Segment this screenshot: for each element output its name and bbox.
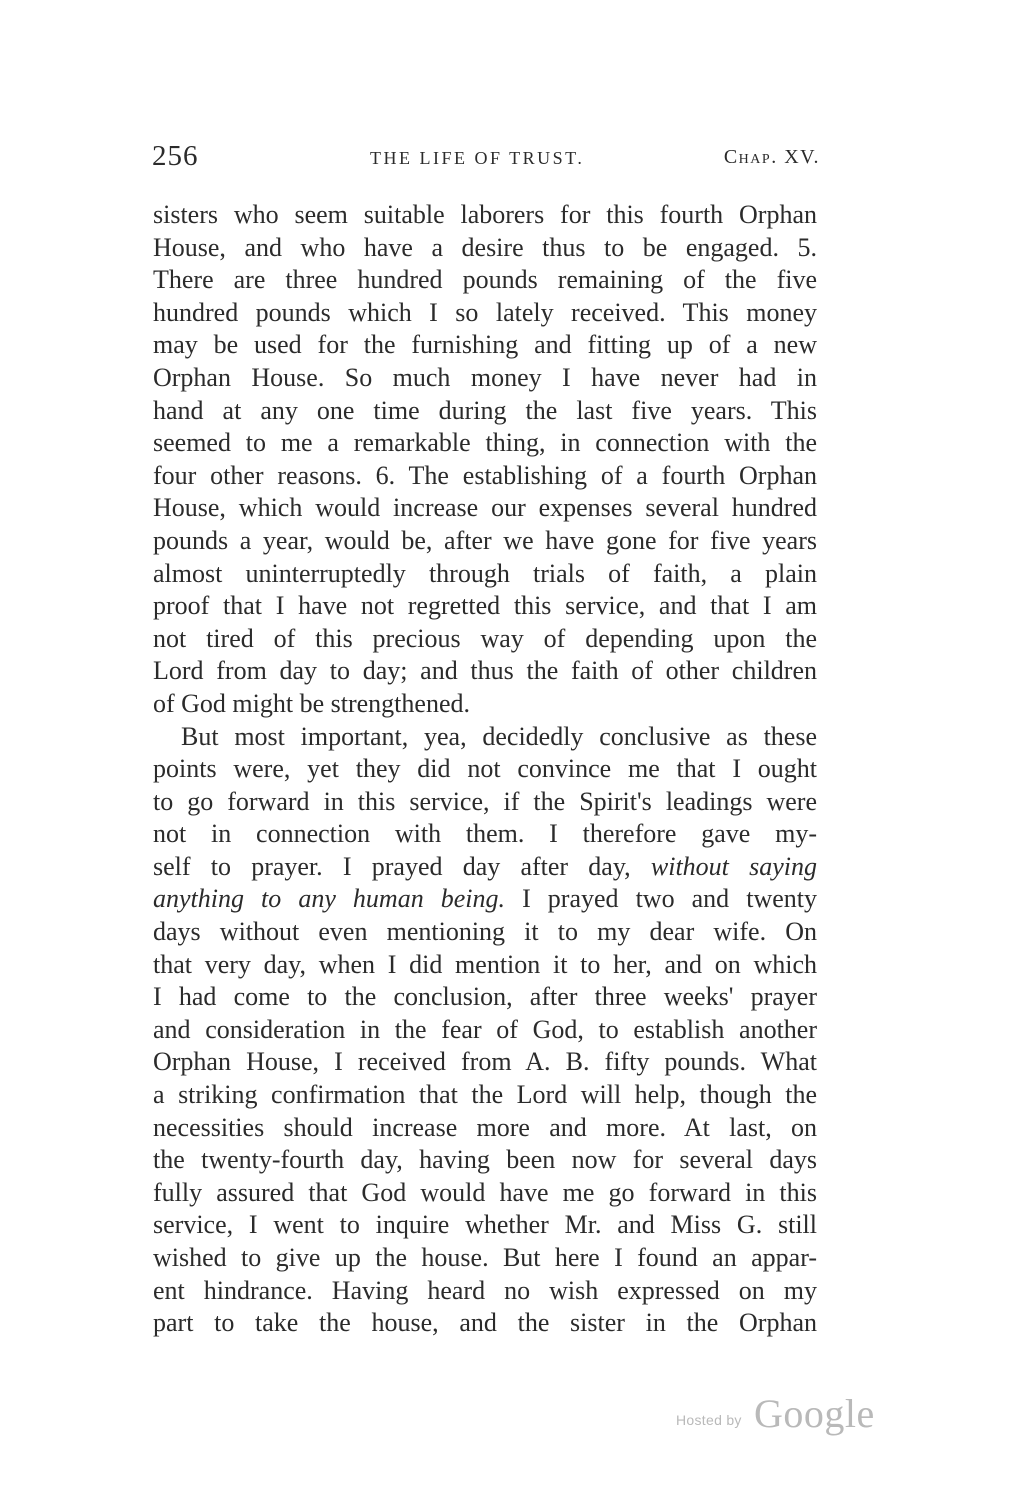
text-line: may be used for the furnishing and fitting up of a new — [153, 330, 817, 360]
chapter-label: Chap. XV. — [723, 146, 820, 168]
text-line: sisters who seem suitable laborers for this fourth Orphan — [153, 200, 817, 229]
text-line: service, I went to inquire whether Mr. and Miss G. still — [153, 1210, 817, 1240]
text-line: House, which would increase our expenses several hundred — [153, 493, 817, 523]
text-line: hundred pounds which I so lately received. This money — [153, 297, 817, 327]
text-line: proof that I have not regretted this service, and that I am — [153, 591, 817, 621]
text-line — [153, 851, 817, 884]
text-line: Orphan House. So much money I have never had in — [153, 362, 817, 392]
text-line: necessities should increase more and more. At last, on — [153, 1112, 817, 1142]
text-line: wished to give up the house. But here I found an appar- — [153, 1243, 817, 1272]
text-line: and consideration in the fear of God, to establish another — [153, 1014, 817, 1044]
text-line: four other reasons. 6. The establishing of a fourth Orphan — [153, 460, 817, 490]
text-line: fully assured that God would have me go forward in this — [153, 1177, 817, 1207]
google-logo: Google — [754, 1391, 875, 1436]
italic-text: anything to any human being. — [153, 884, 506, 914]
text-line: of God might be strengthened. — [153, 688, 470, 718]
text-line: I had come to the conclusion, after three weeks' prayer — [153, 982, 817, 1012]
text-line: Orphan House, I received from A. B. fifty pounds. What — [153, 1047, 817, 1077]
text-line: But most important, yea, decidedly conclusive as these — [181, 721, 817, 751]
text-line: points were, yet they did not convince me that I ought — [153, 754, 817, 784]
text-line: not tired of this precious way of depending upon the — [153, 623, 817, 653]
text-line: days without even mentioning it to my dear wife. On — [153, 917, 817, 947]
text-fragment: I prayed two and twenty — [505, 884, 817, 914]
book-title: THE LIFE OF TRUST. — [370, 148, 585, 168]
running-head — [152, 140, 820, 180]
page-number: 256 — [152, 140, 199, 172]
text-line: ent hindrance. Having heard no wish expressed on my — [153, 1275, 817, 1305]
text-line: pounds a year, would be, after we have gone for five years — [153, 525, 817, 555]
text-line: the twenty-fourth day, having been now for several days — [153, 1145, 817, 1175]
hosted-by-watermark — [676, 1390, 896, 1440]
hosted-by-label: Hosted by — [676, 1412, 742, 1428]
body-text — [153, 199, 817, 1340]
text-line — [153, 883, 817, 916]
text-line: Lord from day to day; and thus the faith of other children — [153, 656, 817, 686]
text-fragment: self to prayer. I prayed day after day, — [153, 851, 651, 881]
text-line: to go forward in this service, if the Spirit's leadings were — [153, 786, 817, 816]
text-line: House, and who have a desire thus to be engaged. 5. — [153, 232, 817, 262]
text-line: part to take the house, and the sister in the Orphan — [153, 1308, 817, 1338]
italic-text: without saying — [650, 851, 817, 881]
text-line: hand at any one time during the last five years. This — [153, 395, 817, 425]
text-line: almost uninterruptedly through trials of faith, a plain — [153, 558, 817, 588]
text-line: There are three hundred pounds remaining of the five — [153, 265, 817, 295]
text-line: a striking confirmation that the Lord will help, though the — [153, 1080, 817, 1110]
text-line: seemed to me a remarkable thing, in connection with the — [153, 428, 817, 458]
text-line: that very day, when I did mention it to her, and on which — [153, 949, 817, 979]
text-line: not in connection with them. I therefore gave my- — [153, 819, 817, 849]
